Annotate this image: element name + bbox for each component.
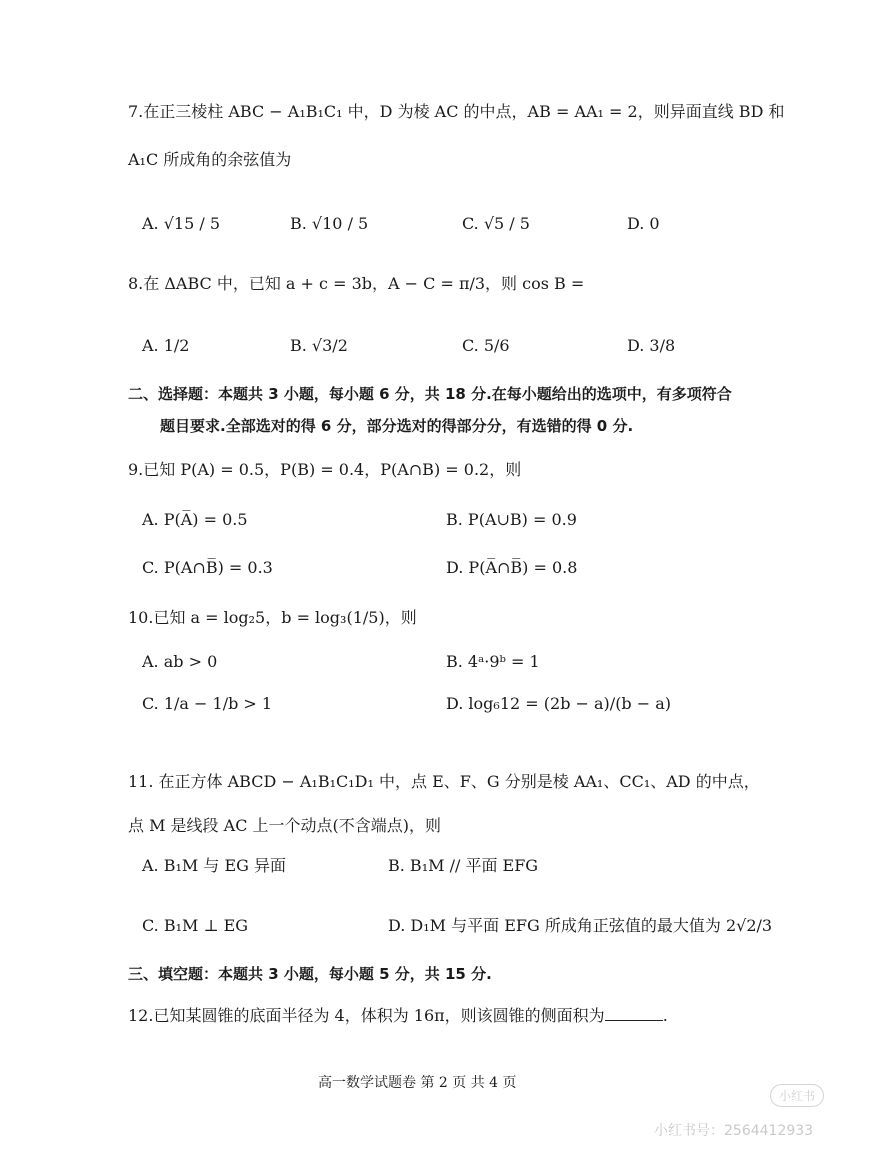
q9-option-a: A. P(A̅) = 0.5 [142, 510, 248, 529]
q7-option-a: A. √15 / 5 [142, 214, 221, 233]
q11-stem-line2: 点 M 是线段 AC 上一个动点(不含端点)，则 [128, 816, 442, 835]
q10-option-c: C. 1/a − 1/b > 1 [142, 694, 273, 713]
q11-option-d: D. D₁M 与平面 EFG 所成角正弦值的最大值为 2√2/3 [388, 916, 773, 935]
q12-answer-blank [605, 1004, 663, 1021]
q11-option-c: C. B₁M ⊥ EG [142, 916, 249, 935]
q10-option-b: B. 4ᵃ·9ᵇ = 1 [446, 652, 540, 671]
q10-option-d: D. log₆12 = (2b − a)/(b − a) [446, 694, 672, 713]
section2-heading-line1: 二、选择题：本题共 3 小题，每小题 6 分，共 18 分.在每小题给出的选项中，有多项符合 [128, 385, 732, 403]
q7-option-c: C. √5 / 5 [462, 214, 530, 233]
section3-heading: 三、填空题：本题共 3 小题，每小题 5 分，共 15 分. [128, 965, 492, 983]
q12-line [128, 1004, 668, 1028]
xiaohongshu-logo: 小红书 [770, 1084, 824, 1107]
q9-option-c: C. P(A∩B̅) = 0.3 [142, 558, 273, 577]
q8-option-c: C. 5/6 [462, 336, 510, 355]
section2-heading-line2: 题目要求.全部选对的得 6 分，部分选对的得部分分，有选错的得 0 分. [160, 417, 634, 435]
q12-end: . [662, 1006, 668, 1025]
q9-option-b: B. P(A∪B) = 0.9 [446, 510, 577, 529]
q7-option-d: D. 0 [627, 214, 660, 233]
q10-option-a: A. ab > 0 [142, 652, 218, 671]
q8-stem: 8.在 ΔABC 中，已知 a + c = 3b，A − C = π/3，则 cos B = [128, 274, 585, 293]
q8-option-a: A. 1/2 [142, 336, 190, 355]
q11-stem-line1: 11. 在正方体 ABCD − A₁B₁C₁D₁ 中，点 E、F、G 分别是棱 AA₁、CC₁、AD 的中点， [128, 772, 760, 791]
q10-stem: 10.已知 a = log₂5，b = log₃(1/5)，则 [128, 608, 417, 627]
q11-option-a: A. B₁M 与 EG 异面 [142, 856, 287, 875]
q9-stem: 9.已知 P(A) = 0.5，P(B) = 0.4，P(A∩B) = 0.2，则 [128, 460, 522, 479]
q9-option-d: D. P(A̅∩B̅) = 0.8 [446, 558, 578, 577]
page-footer: 高一数学试题卷 第 2 页 共 4 页 [318, 1075, 517, 1091]
watermark-account-id: 小红书号：2564412933 [654, 1123, 814, 1139]
q8-option-b: B. √3/2 [290, 336, 348, 355]
q7-stem-line2: A₁C 所成角的余弦值为 [128, 150, 292, 169]
q8-option-d: D. 3/8 [627, 336, 676, 355]
q12-stem: 12.已知某圆锥的底面半径为 4，体积为 16π，则该圆锥的侧面积为 [128, 1006, 605, 1025]
q7-stem-line1: 7.在正三棱柱 ABC − A₁B₁C₁ 中，D 为棱 AC 的中点，AB = AA₁ = 2，则异面直线 BD 和 [128, 102, 785, 121]
q7-option-b: B. √10 / 5 [290, 214, 369, 233]
q11-option-b: B. B₁M // 平面 EFG [388, 856, 539, 875]
